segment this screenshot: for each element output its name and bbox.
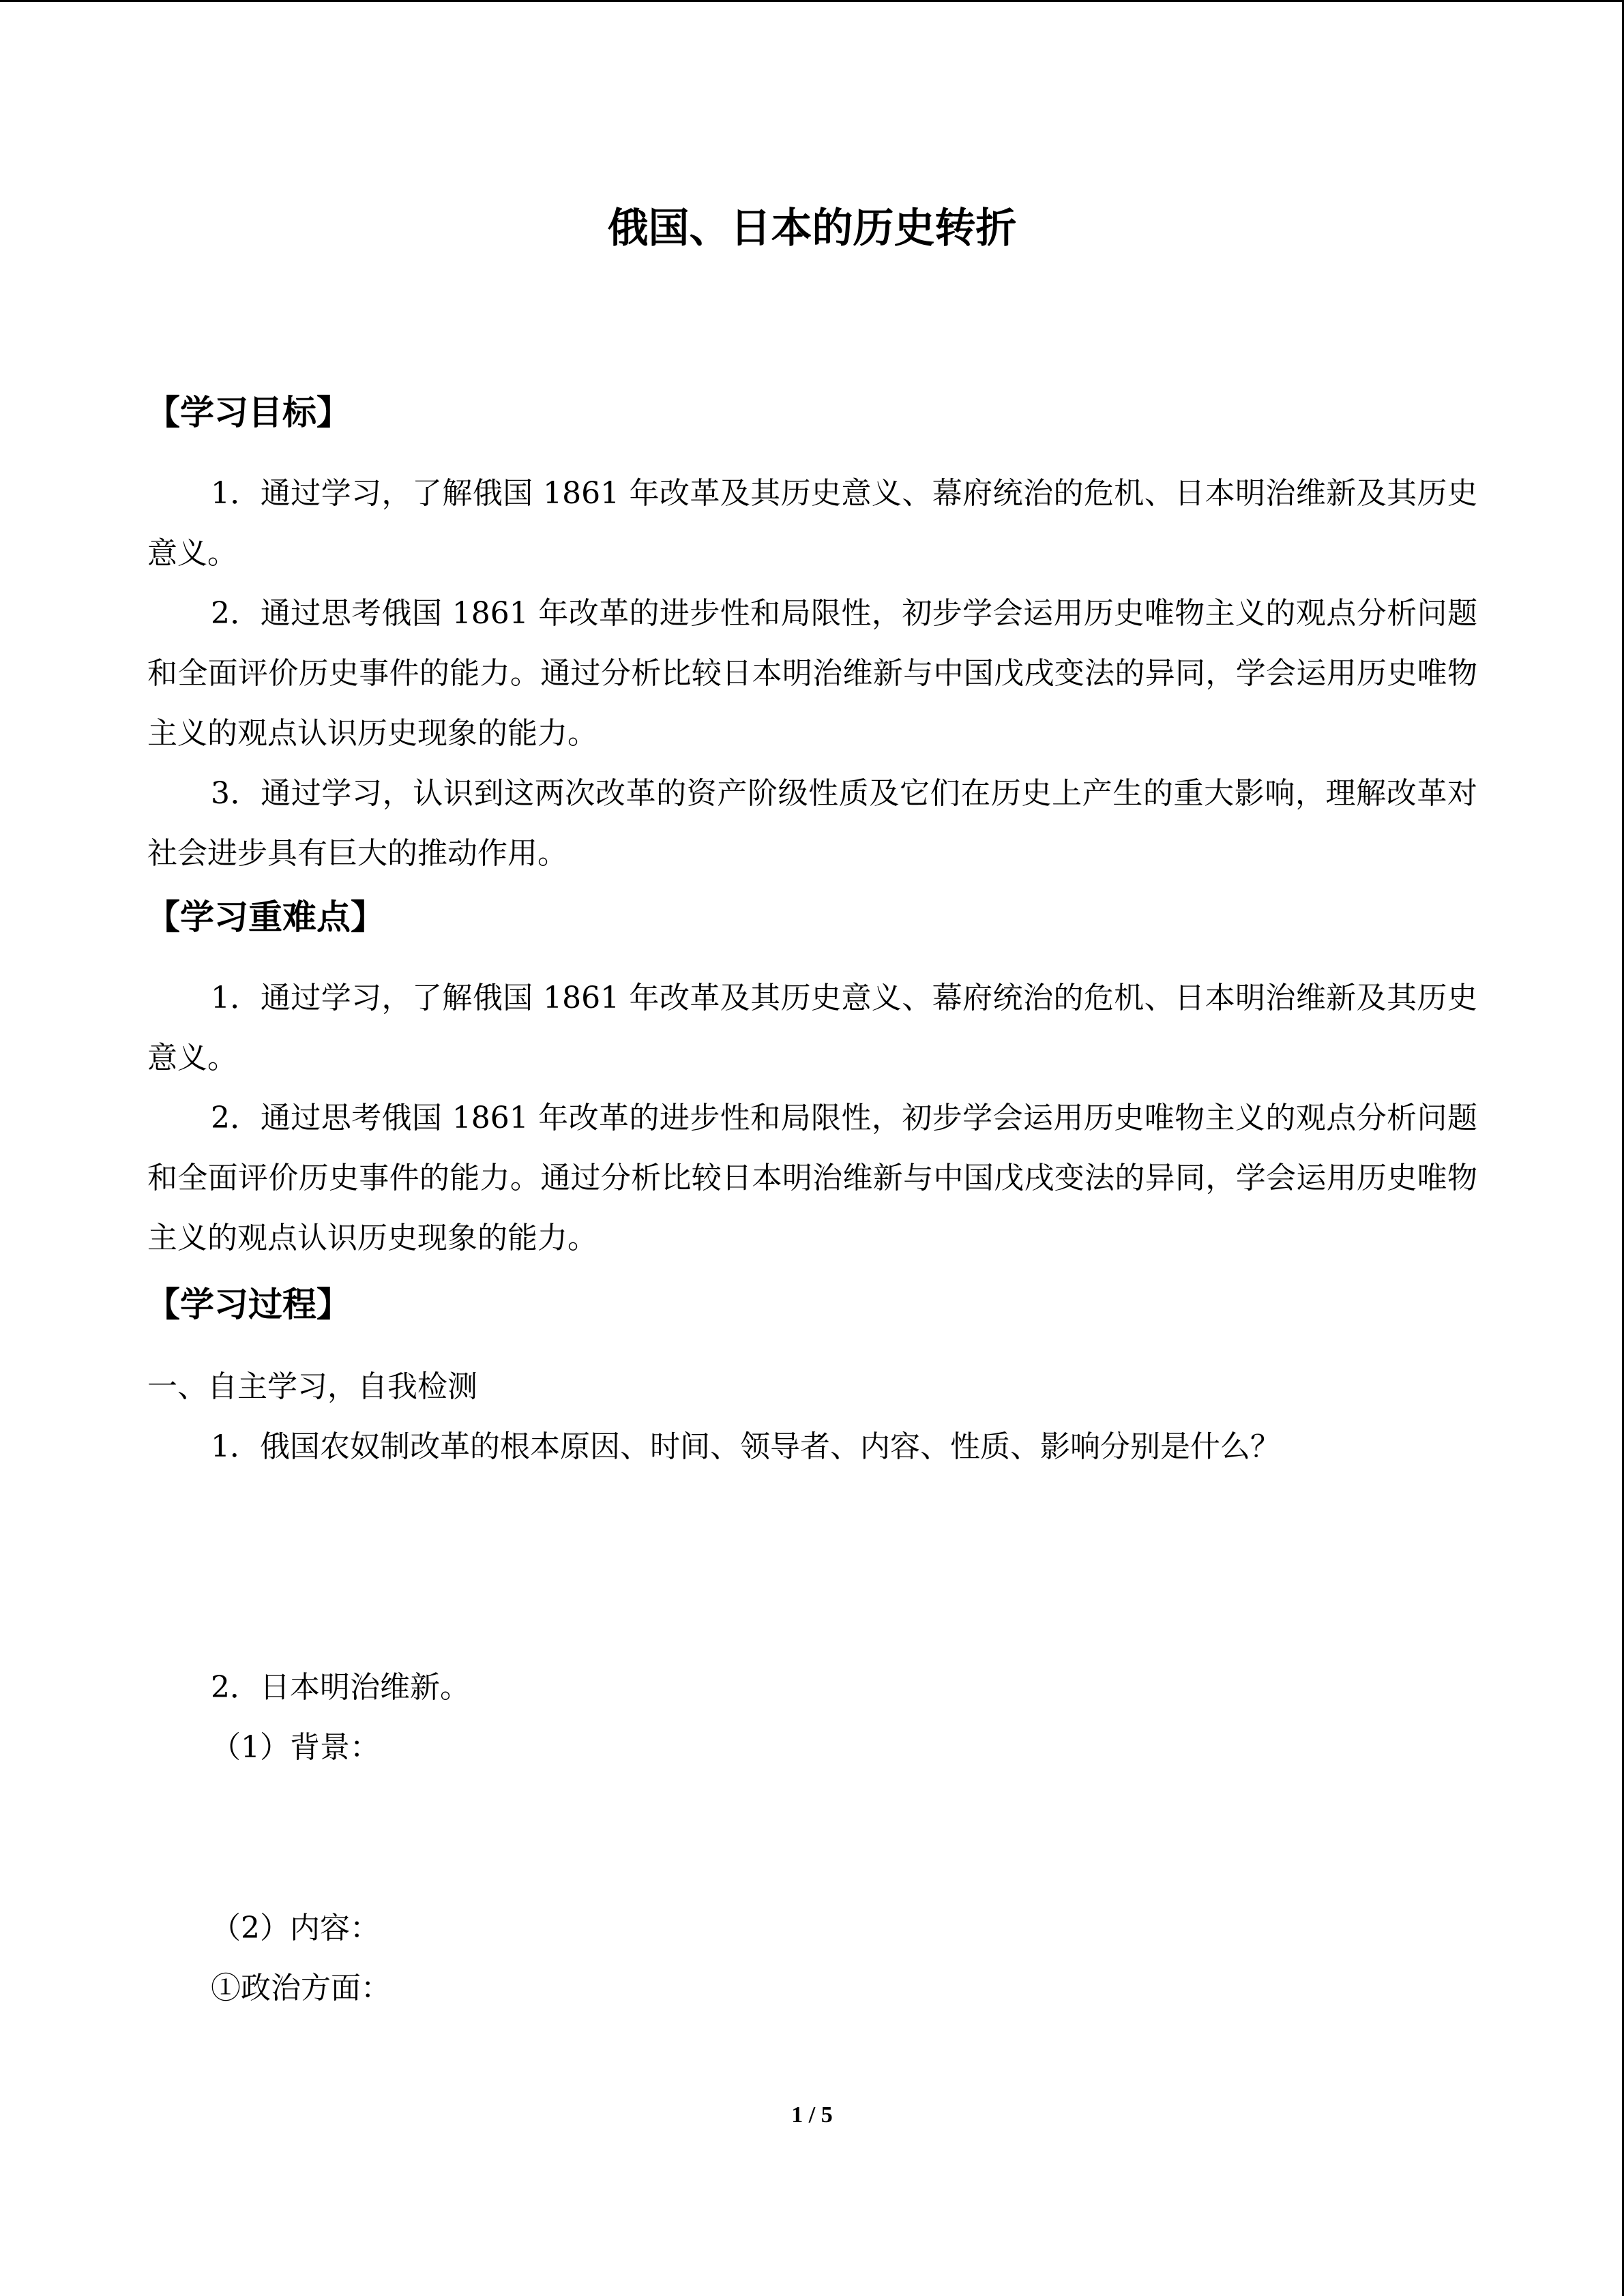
heading-objectives: 【学习目标】 — [146, 393, 351, 432]
document-title: 俄国、日本的历史转折 — [607, 205, 1017, 252]
question-2-content: （2）内容： — [211, 1911, 380, 1945]
key-point-item-2: 2．通过思考俄国 1861 年改革的进步性和局限性，初步学会运用历史唯物主义的观点分析问题和全面评价历史事件的能力。通过分析比较日本明治维新与中国戊戌变法的异同，学会运用历史唯物主义的观点认识历史现象的能力。 — [147, 1101, 1477, 1255]
part1-title: 一、自主学习，自我检测 — [147, 1369, 477, 1404]
question-2-political: ①政治方面： — [211, 1971, 391, 2006]
objective-item-2: 2．通过思考俄国 1861 年改革的进步性和局限性，初步学会运用历史唯物主义的观点分析问题和全面评价历史事件的能力。通过分析比较日本明治维新与中国戊戌变法的异同，学会运用历史唯物主义的观点认识历史现象的能力。 — [147, 596, 1477, 751]
question-2-background: （1）背景： — [211, 1730, 380, 1765]
key-point-item-1: 1．通过学习，了解俄国 1861 年改革及其历史意义、幕府统治的危机、日本明治维新及其历史意义。 — [147, 981, 1477, 1075]
objective-item-1: 1．通过学习，了解俄国 1861 年改革及其历史意义、幕府统治的危机、日本明治维新及其历史意义。 — [147, 476, 1477, 571]
objective-item-3: 3．通过学习，认识到这两次改革的资产阶级性质及它们在历史上产生的重大影响，理解改革对社会进步具有巨大的推动作用。 — [147, 776, 1477, 871]
heading-key-points: 【学习重难点】 — [146, 897, 385, 937]
question-1: 1．俄国农奴制改革的根本原因、时间、领导者、内容、性质、影响分别是什么？ — [211, 1429, 1280, 1464]
page-number: 1 / 5 — [791, 2102, 833, 2128]
heading-process: 【学习过程】 — [146, 1285, 351, 1324]
question-2: 2．日本明治维新。 — [211, 1670, 470, 1705]
